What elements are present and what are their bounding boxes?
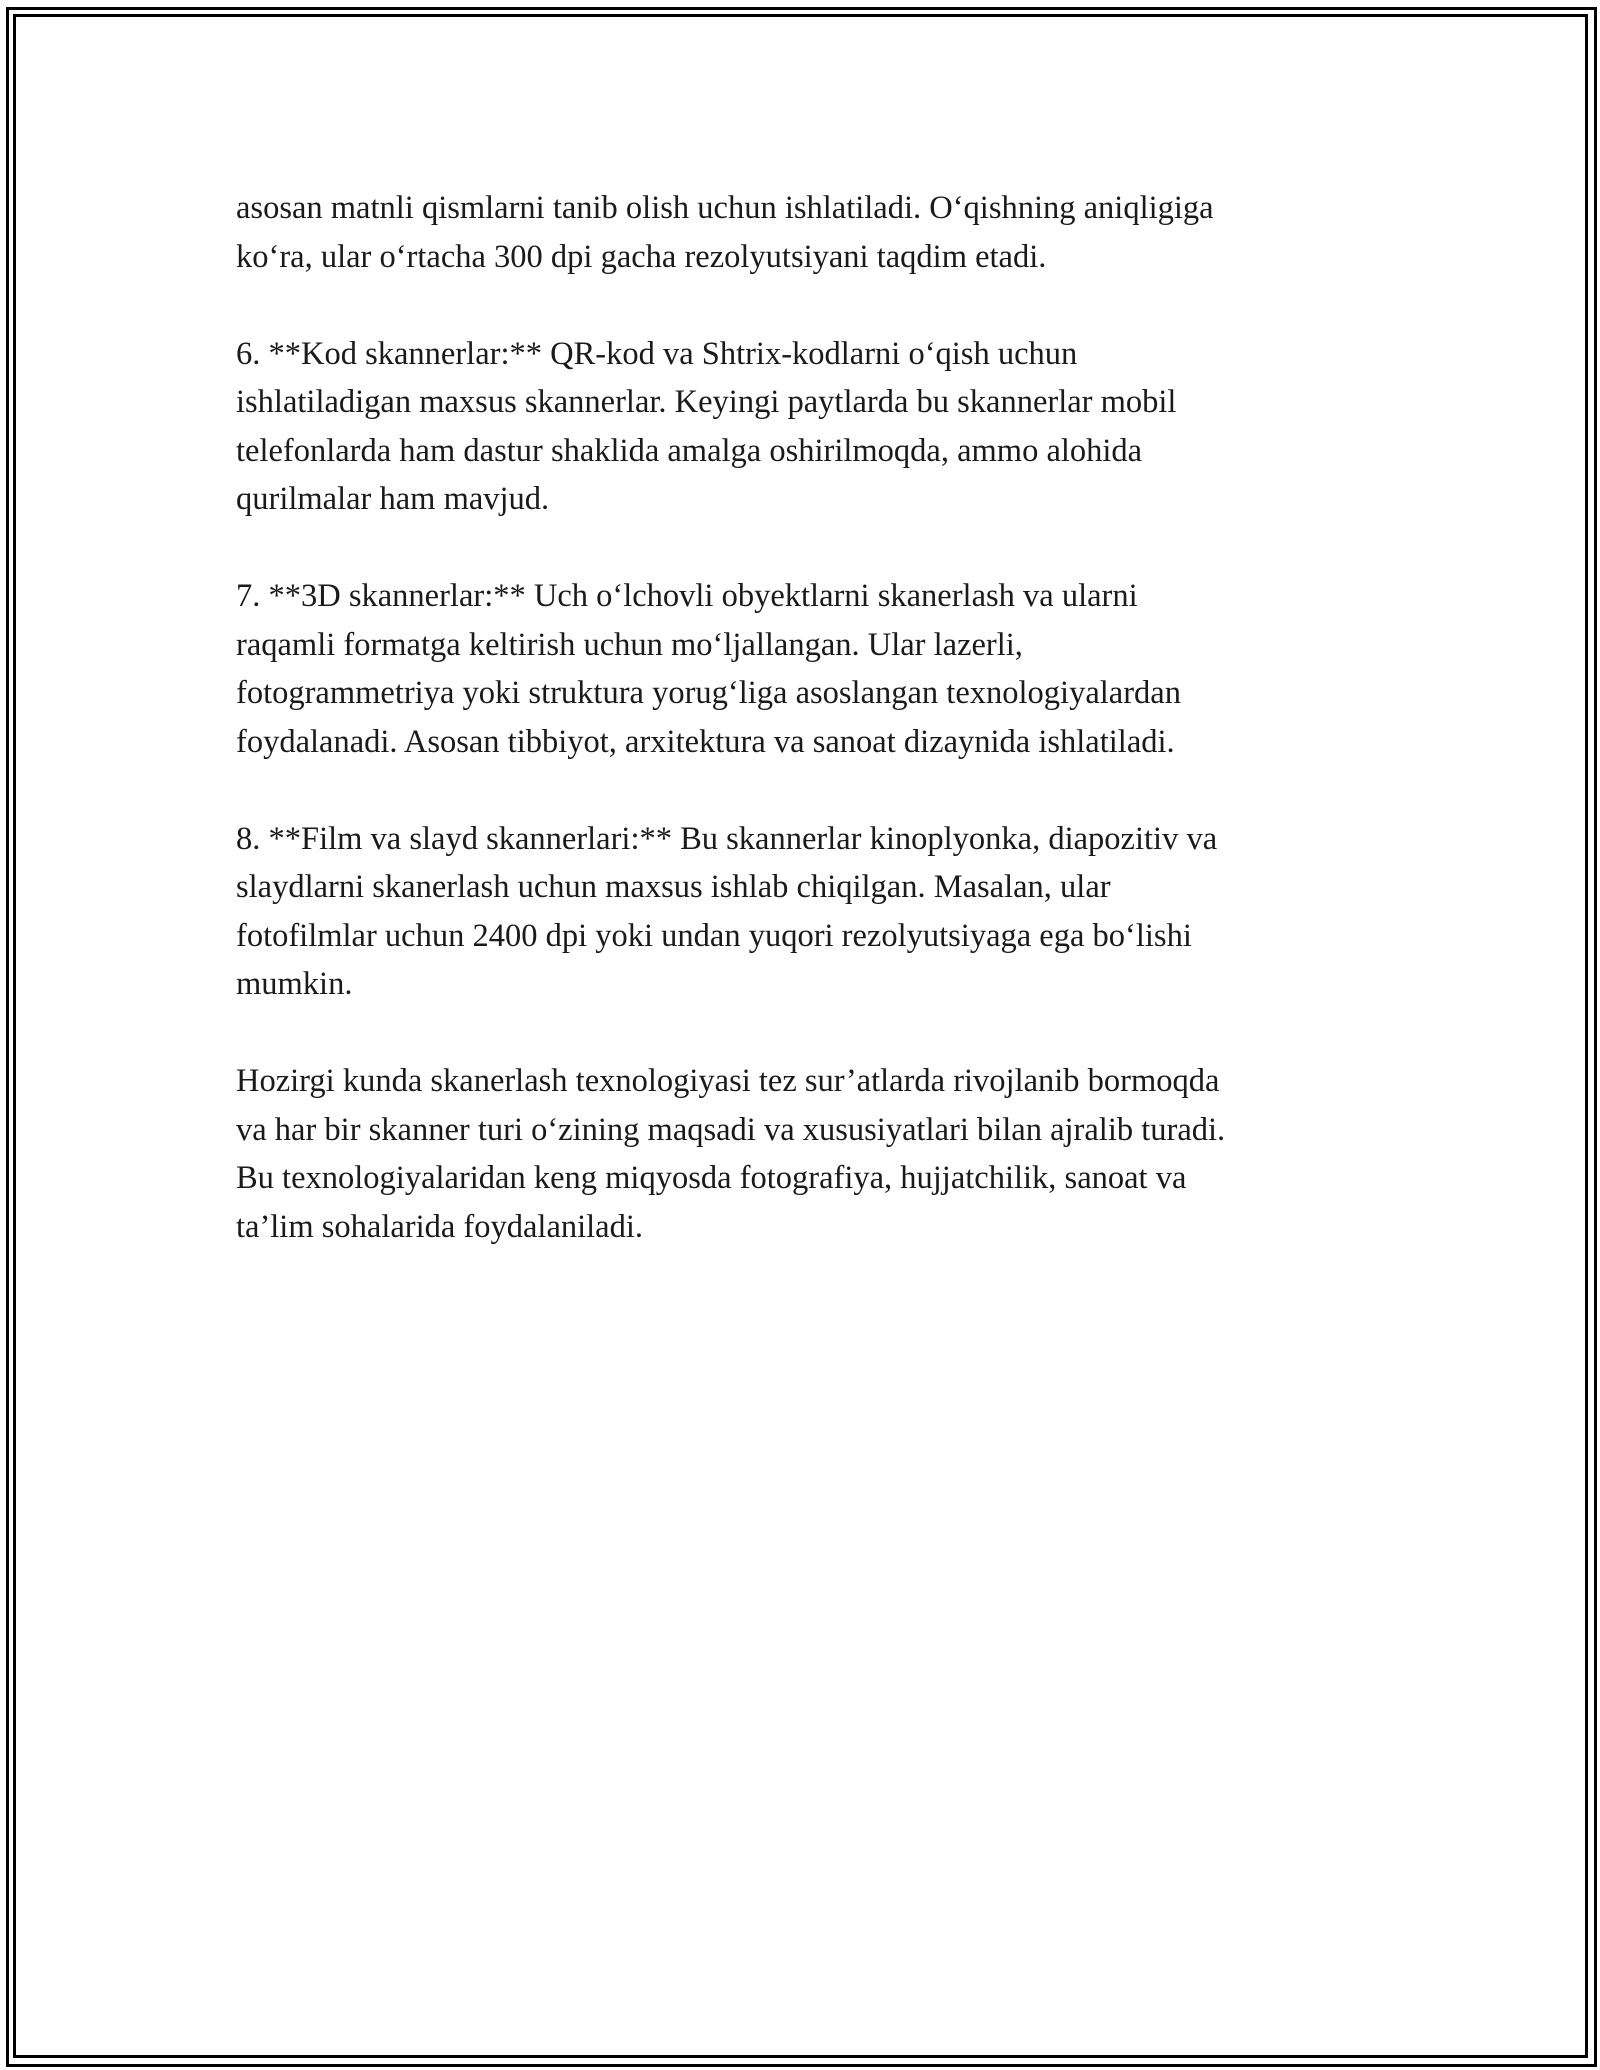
text-line: slaydlarni skanerlash uchun maxsus ishlab chiqilgan. Masalan, ular (236, 869, 1111, 905)
text-line: ishlatiladigan maxsus skannerlar. Keyingi paytlarda bu skannerlar mobil (236, 384, 1177, 420)
paragraph-film-slide-scanners (236, 815, 1366, 1009)
text-line: foydalanadi. Asosan tibbiyot, arxitektura va sanoat dizaynida ishlatiladi. (236, 723, 1175, 760)
paragraph-conclusion (236, 1057, 1366, 1251)
text-line: asosan matnli qismlarni tanib olish uchun ishlatiladi. O‘qishning aniqligiga (236, 190, 1214, 226)
text-line: Hozirgi kunda skanerlash texnologiyasi tez sur’atlarda rivojlanib bormoqda (236, 1063, 1220, 1099)
text-line: ta’lim sohalarida foydalaniladi. (236, 1208, 644, 1245)
text-line: va har bir skanner turi o‘zining maqsadi va xususiyatlari bilan ajralib turadi. (236, 1111, 1226, 1148)
text-line: fotogrammetriya yoki struktura yorug‘liga asoslangan texnologiyalardan (236, 675, 1181, 711)
text-line: 7. **3D skannerlar:** Uch o‘lchovli obyektlarni skanerlash va ularni (236, 578, 1138, 614)
text-line: 8. **Film va slayd skannerlari:** Bu skannerlar kinoplyonka, diapozitiv va (236, 820, 1218, 857)
text-line: Bu texnologiyalaridan keng miqyosda fotografiya, hujjatchilik, sanoat va (236, 1160, 1187, 1196)
text-line: mumkin. (236, 966, 353, 1002)
paragraph-3d-scanners (236, 572, 1366, 766)
text-line: telefonlarda ham dastur shaklida amalga oshirilmoqda, ammo alohida (236, 432, 1143, 469)
document-body (236, 184, 1366, 1251)
text-line: fotofilmlar uchun 2400 dpi yoki undan yuqori rezolyutsiyaga ega bo‘lishi (236, 917, 1192, 954)
text-line: raqamli formatga keltirish uchun mo‘ljallangan. Ular lazerli, (236, 626, 1023, 663)
text-line: ko‘ra, ular o‘rtacha 300 dpi gacha rezolyutsiyani taqdim etadi. (236, 238, 1047, 275)
paragraph-code-scanners (236, 330, 1366, 524)
paragraph-ocr-scanners-continued (236, 184, 1366, 281)
text-line: qurilmalar ham mavjud. (236, 481, 550, 517)
text-line: 6. **Kod skannerlar:** QR-kod va Shtrix-kodlarni o‘qish uchun (236, 335, 1078, 372)
